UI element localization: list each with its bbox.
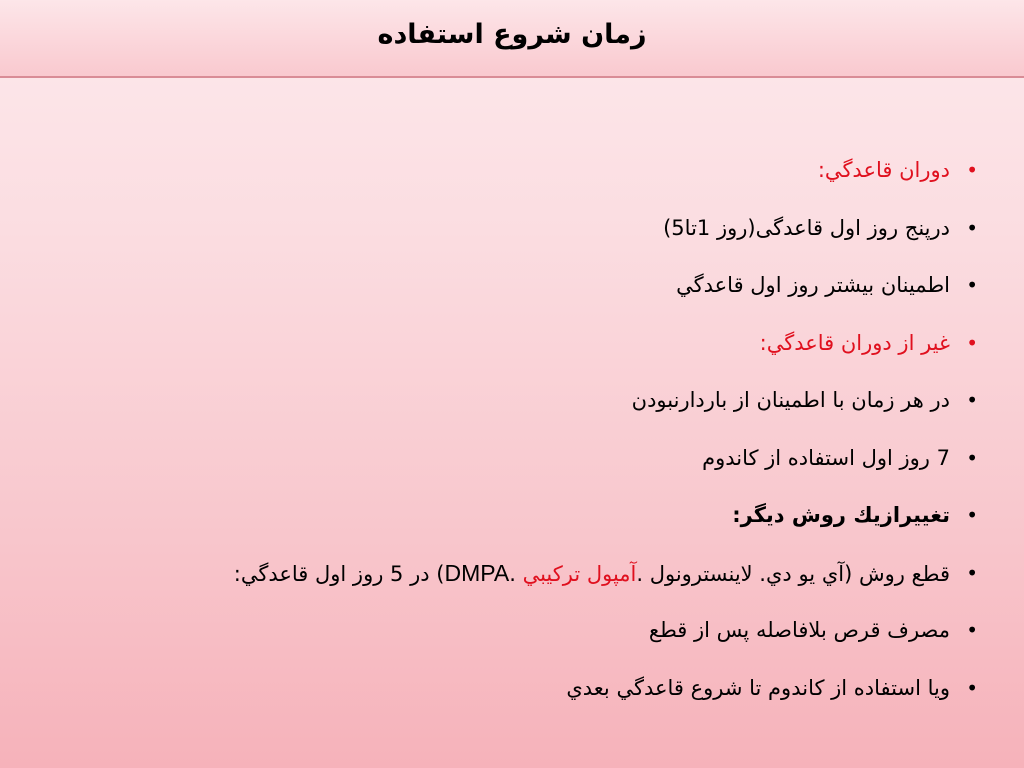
- item-text-part: قطع روش (آي يو دي. لاينسترونول .: [636, 561, 950, 586]
- list-item: [78, 204, 978, 262]
- bullet-icon: •: [966, 158, 978, 182]
- bullet-icon: •: [966, 503, 978, 527]
- bullet-icon: •: [966, 618, 978, 642]
- list-item: [78, 319, 978, 377]
- bullet-icon: •: [966, 388, 978, 412]
- list-item: [78, 664, 978, 722]
- item-text: 7 روز اول استفاده از کاندوم: [702, 445, 950, 470]
- list-item: [78, 434, 978, 492]
- bullet-icon: •: [966, 215, 978, 240]
- item-text: تغییرازیك روش دیگر:: [732, 503, 950, 527]
- slide-title: زمان شروع استفاده: [377, 18, 647, 50]
- title-bar: [0, 0, 1024, 78]
- item-text-latin: DMPA: [444, 559, 510, 586]
- item-text-part: ) در 5 روز اول قاعدگي:: [233, 561, 445, 586]
- bullet-icon: •: [966, 675, 978, 700]
- item-text-part: .: [509, 561, 523, 586]
- list-item: [78, 261, 978, 319]
- list-item: [78, 549, 978, 607]
- list-item: [78, 146, 978, 204]
- bullet-list: [78, 146, 978, 721]
- item-text: اطمینان بیشتر روز اول قاعدگي: [676, 273, 950, 297]
- list-item: [78, 376, 978, 434]
- item-text: مصرف قرص بلافاصله پس از قطع: [648, 618, 950, 642]
- bullet-icon: •: [966, 330, 978, 355]
- item-text: در هر زمان با اطمینان از باردارنبودن: [631, 388, 950, 412]
- bullet-icon: •: [966, 445, 978, 470]
- bullet-icon: •: [966, 560, 978, 585]
- item-text: غیر از دوران قاعدگي:: [759, 330, 950, 355]
- item-text: دوران قاعدگي:: [817, 158, 950, 182]
- bullet-icon: •: [966, 273, 978, 297]
- item-text: ويا استفاده از کاندوم تا شروع قاعدگي بعدي: [566, 675, 950, 700]
- list-item: [78, 491, 978, 549]
- list-item: [78, 606, 978, 664]
- item-text: درپنج روز اول قاعدگی(روز 1تا5): [663, 215, 950, 240]
- item-text-highlight: آمپول تركيبي: [522, 561, 637, 586]
